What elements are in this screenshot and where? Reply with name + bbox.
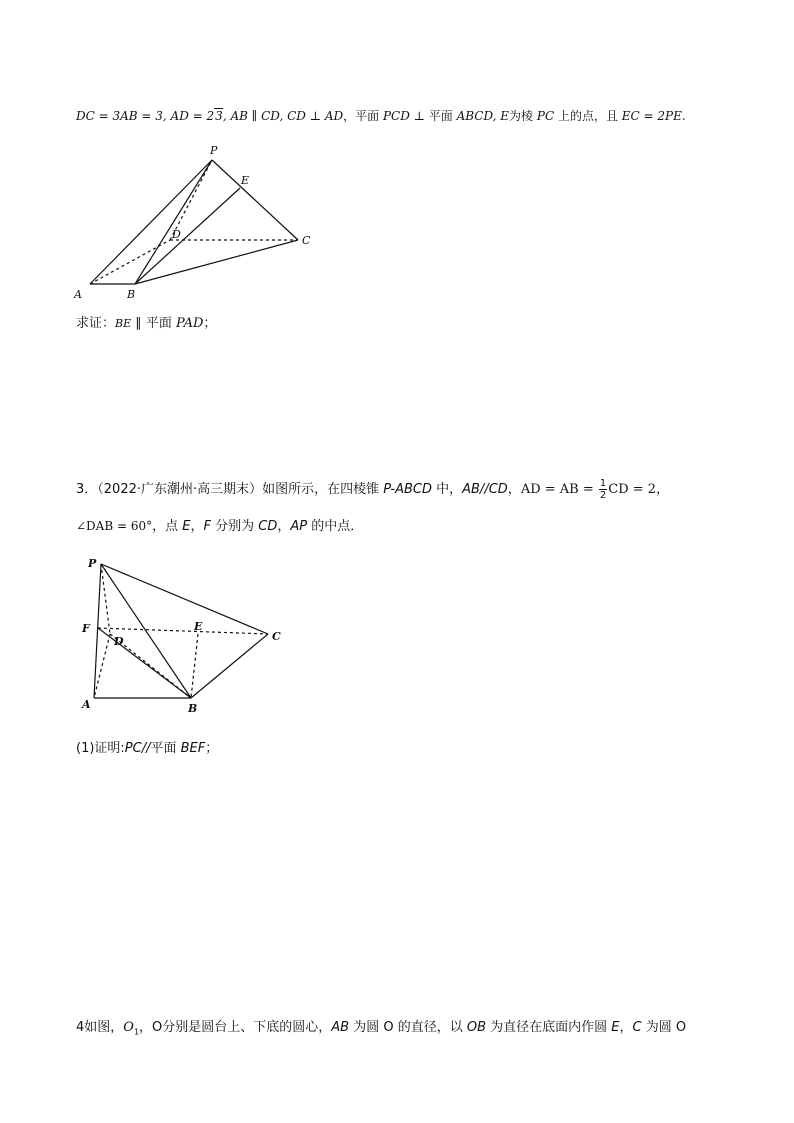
problem3-question1: (1)证明:PC//平面 BEF； <box>76 741 219 756</box>
problem2-figure <box>60 140 320 305</box>
label-E: E <box>194 620 203 633</box>
problem2-question: 求证：BE ∥ 平面 PAD； <box>76 316 217 331</box>
problem2-figure-lines <box>90 160 298 284</box>
label-B: B <box>188 702 198 715</box>
problem3-figure <box>76 552 296 717</box>
label-F: F <box>82 622 90 635</box>
problem3-stem-line2: ∠DAB = 60°，点 E，F 分别为 CD，AP 的中点． <box>76 519 364 534</box>
fraction-one-half: $\frac{1}{2}$ <box>599 478 607 501</box>
label-B: B <box>127 288 136 301</box>
label-A: A <box>74 288 82 301</box>
problem3-figure-lines <box>94 564 268 698</box>
problem2-condition: DC = 3AB = 3, AD = 23, AB ∥ CD, CD ⊥ AD，平面 PCD ⊥ 平面 ABCD, E为棱 PC 上的点，且 EC = 2PE. <box>76 109 686 123</box>
label-C: C <box>302 234 311 247</box>
label-E: E <box>241 174 250 187</box>
label-P: P <box>210 144 218 157</box>
problem4-stem: 4如图，$O_1$，O分别是圆台上、下底的圆心，AB 为圆 O 的直径，以 OB 为直径在底面内作圆 E，C 为圆 O <box>76 1020 687 1037</box>
label-D: D <box>172 228 181 241</box>
label-D: D <box>114 635 124 648</box>
label-A: A <box>82 698 91 711</box>
label-P: P <box>88 557 97 570</box>
problem3-stem: 3．（2022·广东潮州·高三期末）如图所示，在四棱锥 P-ABCD 中，AB//CD，AD = AB = $\frac{1}{2}$ CD = 2， <box>76 478 670 501</box>
label-C: C <box>272 630 281 643</box>
